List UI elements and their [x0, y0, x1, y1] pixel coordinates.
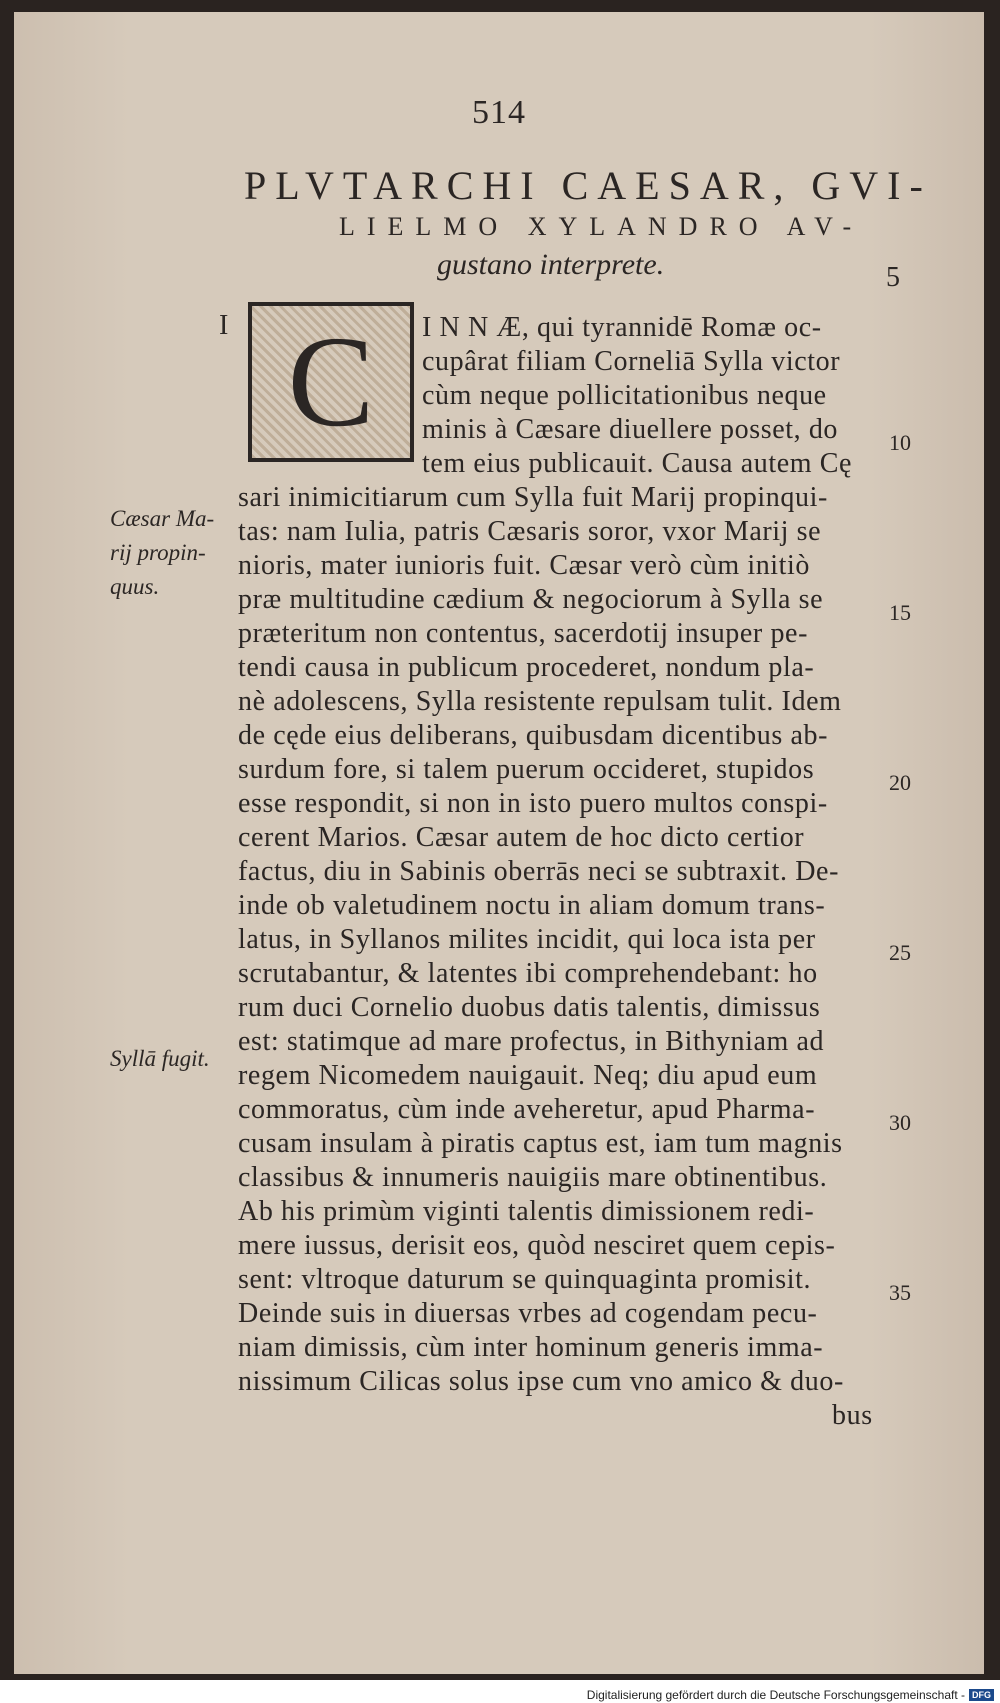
side-note-1-line-1: Cæsar Ma-	[110, 506, 215, 531]
initial-letter: C	[287, 310, 375, 454]
text-line-8: nioris, mater iunioris fuit. Cæsar verò cùm initiò	[238, 550, 811, 581]
title-line-3: gustano interprete.	[437, 248, 665, 281]
page-number: 514	[472, 94, 526, 131]
catchword: bus	[832, 1400, 873, 1431]
side-note-1-line-3: quus.	[110, 574, 160, 599]
text-line-11: tendi causa in publicum procederet, nondum pla-	[238, 652, 815, 683]
text-line-6: sari inimicitiarum cum Sylla fuit Marij propinqui-	[238, 482, 828, 513]
digitization-footer	[587, 1688, 994, 1702]
footer-text: Digitalisierung gefördert durch die Deutsche Forschungsgemeinschaft -	[586, 1688, 965, 1702]
side-note-2: Syllā fugit.	[110, 1046, 210, 1071]
text-line-22: est: statimque ad mare profectus, in Bithyniam ad	[238, 1026, 825, 1057]
text-line-2: cupârat filiam Corneliā Sylla victor	[422, 346, 841, 377]
text-line-24: commoratus, cùm inde aveheretur, apud Pharma-	[238, 1094, 816, 1125]
text-line-30: Deinde suis in diuersas vrbes ad cogendam pecu-	[238, 1298, 818, 1329]
line-number-15: 15	[889, 600, 911, 625]
chapter-mark: I	[219, 310, 229, 341]
text-line-14: surdum fore, si talem puerum occideret, stupidos	[238, 754, 815, 785]
text-line-3: cùm neque pollicitationibus neque	[422, 380, 827, 411]
title-line-1: PLVTARCHI CAESAR, GVI-	[244, 163, 932, 208]
text-line-20: scrutabantur, & latentes ibi comprehendebant: ho	[238, 958, 818, 989]
text-line-27: Ab his primùm viginti talentis dimissionem redi-	[238, 1196, 815, 1227]
text-line-13: de cęde eius deliberans, quibusdam dicentibus ab-	[238, 720, 829, 751]
text-line-18: inde ob valetudinem noctu in aliam domum trans-	[238, 890, 826, 921]
text-line-4: minis à Cæsare diuellere posset, do	[422, 414, 839, 445]
text-line-26: classibus & innumeris nauigiis mare obtinentibus.	[238, 1162, 828, 1193]
text-line-29: sent: vltroque daturum se quinquaginta promisit.	[238, 1264, 812, 1295]
book-page	[14, 12, 984, 1674]
text-line-12: nè adolescens, Sylla resistente repulsam tulit. Idem	[238, 686, 842, 717]
line-number-30: 30	[889, 1110, 911, 1135]
line-number-25: 25	[889, 940, 911, 965]
text-line-23: regem Nicomedem nauigauit. Neq; diu apud eum	[238, 1060, 818, 1091]
text-line-7: tas: nam Iulia, patris Cæsaris soror, vxor Marij se	[238, 516, 822, 547]
text-line-9: præ multitudine cædium & negociorum à Sylla se	[238, 584, 824, 615]
text-line-1: I N N Æ, qui tyrannidē Romæ oc-	[422, 312, 822, 343]
line-number-10: 10	[889, 430, 911, 455]
text-line-5: tem eius publicauit. Causa autem Cę	[422, 448, 853, 479]
text-line-31: niam dimissis, cùm inter hominum generis imma-	[238, 1332, 824, 1363]
text-line-16: cerent Marios. Cæsar autem de hoc dicto certior	[238, 822, 805, 853]
line-number-20: 20	[889, 770, 911, 795]
text-line-32: nissimum Cilicas solus ipse cum vno amico & duo-	[238, 1366, 844, 1397]
text-line-25: cusam insulam à piratis captus est, iam tum magnis	[238, 1128, 843, 1159]
text-line-10: præteritum non contentus, sacerdotij insuper pe-	[238, 618, 809, 649]
top-line-mark: 5	[886, 262, 900, 293]
title-line-2: LIELMO XYLANDRO AV-	[339, 212, 864, 241]
side-note-1-line-2: rij propin-	[110, 540, 206, 565]
text-line-17: factus, diu in Sabinis oberrās neci se subtraxit. De-	[238, 856, 839, 887]
text-line-19: latus, in Syllanos milites incidit, qui loca ista per	[238, 924, 816, 955]
text-line-21: rum duci Cornelio duobus datis talentis, dimissus	[238, 992, 821, 1023]
text-line-15: esse respondit, si non in isto puero multos conspi-	[238, 788, 828, 819]
dfg-logo: DFG	[969, 1689, 994, 1701]
text-line-28: mere iussus, derisit eos, quòd nesciret quem cepis-	[238, 1230, 836, 1261]
decorated-initial	[248, 302, 414, 462]
line-number-35: 35	[889, 1280, 911, 1305]
